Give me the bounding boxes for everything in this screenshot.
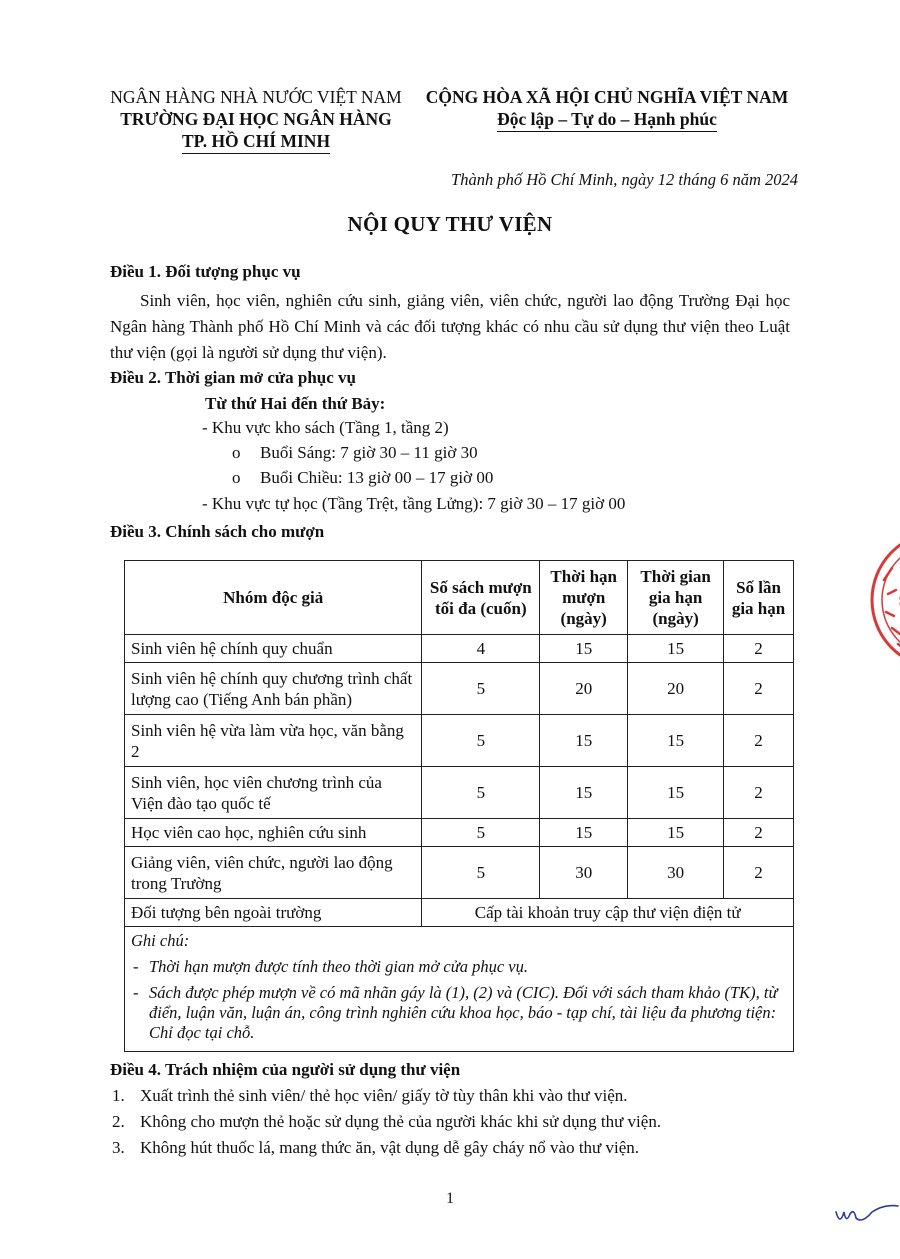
issuer-line-2: TRƯỜNG ĐẠI HỌC NGÂN HÀNG (120, 109, 392, 129)
renewal-count: 2 (724, 715, 794, 767)
article-1-heading: Điều 1. Đối tượng phục vụ (110, 262, 301, 281)
renewal-count: 2 (724, 819, 794, 847)
table-row (125, 767, 794, 819)
table-row (125, 715, 794, 767)
national-motto-block (412, 86, 802, 132)
document-date: Thành phố Hồ Chí Minh, ngày 12 tháng 6 năm 2024 (451, 170, 798, 189)
reader-group: Học viên cao học, nghiên cứu sinh (125, 819, 422, 847)
note-1 (133, 957, 783, 977)
column-header: Thời hạn mượn (ngày) (540, 561, 628, 635)
article-2-heading: Điều 2. Thời gian mở cửa phục vụ (110, 368, 356, 387)
note-2-text: Sách được phép mượn về có mã nhãn gáy là (1), (2) và (CIC). Đối với sách tham khảo (TK), từ điển, luận văn, luận án, công trình nghiên cứu khoa học, báo - tạp chí, tài liệu đa phương tiện: Chỉ đọc tại chỗ. (149, 983, 778, 1042)
max-books: 5 (422, 847, 540, 899)
loan-days: 30 (540, 847, 628, 899)
reader-group: Sinh viên, học viên chương trình của Viện đào tạo quốc tế (125, 767, 422, 819)
reader-group: Sinh viên hệ chính quy chuẩn (125, 635, 422, 663)
note-1-text: Thời hạn mượn được tính theo thời gian mở cửa phục vụ. (149, 957, 528, 976)
loan-days: 15 (540, 715, 628, 767)
max-books: 5 (422, 819, 540, 847)
column-header: Số lần gia hạn (724, 561, 794, 635)
table-row (125, 663, 794, 715)
max-books: 5 (422, 767, 540, 819)
circle-bullet-icon: o (232, 468, 241, 487)
dash-bullet-icon: - (133, 983, 139, 1002)
lending-policy-table (124, 560, 794, 927)
page-number: 1 (446, 1190, 454, 1207)
opening-days: Từ thứ Hai đến thứ Bảy: (205, 394, 386, 413)
renewal-days: 15 (628, 819, 724, 847)
table-row (125, 819, 794, 847)
article-1-text: Sinh viên, học viên, nghiên cứu sinh, giảng viên, viên chức, người lao động Trường Đại học Ngân hàng Thành phố Hồ Chí Minh và các đối tượng khác có nhu cầu sử dụng thư viện theo Luật thư viện (gọi là người sử dụng thư viện). (110, 291, 790, 362)
article-4-heading: Điều 4. Trách nhiệm của người sử dụng thư viện (110, 1060, 461, 1079)
column-header: Nhóm độc giả (125, 561, 422, 635)
notes-label: Ghi chú: (131, 931, 190, 950)
loan-days: 15 (540, 635, 628, 663)
renewal-count: 2 (724, 847, 794, 899)
max-books: 5 (422, 715, 540, 767)
signature-initial-icon (832, 1200, 900, 1230)
renewal-days: 15 (628, 635, 724, 663)
list-item: 3. Không hút thuốc lá, mang thức ăn, vật dụng dễ gây cháy nổ vào thư viện. (112, 1138, 640, 1157)
renewal-count: 2 (724, 663, 794, 715)
stacks-area: - Khu vực kho sách (Tầng 1, tầng 2) (202, 418, 449, 437)
list-item: 1. Xuất trình thẻ sinh viên/ thẻ học viên/ giấy tờ tùy thân khi vào thư viện. (112, 1086, 628, 1105)
loan-days: 20 (540, 663, 628, 715)
list-item-text: Không cho mượn thẻ hoặc sử dụng thẻ của người khác khi sử dụng thư viện. (140, 1112, 662, 1131)
loan-days: 15 (540, 767, 628, 819)
document-title: NỘI QUY THƯ VIỆN (347, 212, 553, 236)
table-row (125, 635, 794, 663)
renewal-count: 2 (724, 767, 794, 819)
external-access-note: Cấp tài khoản truy cập thư viện điện tử (422, 899, 794, 927)
selfstudy-area: - Khu vực tự học (Tầng Trệt, tầng Lửng): 7 giờ 30 – 17 giờ 00 (202, 494, 626, 513)
renewal-count: 2 (724, 635, 794, 663)
issuer-block (104, 86, 408, 154)
national-title: CỘNG HÒA XÃ HỘI CHỦ NGHĨA VIỆT NAM (425, 87, 789, 107)
notes-box (124, 927, 794, 1052)
column-header: Số sách mượn tối đa (cuốn) (422, 561, 540, 635)
afternoon-hours (232, 468, 493, 488)
national-motto: Độc lập – Tự do – Hạnh phúc (497, 108, 717, 132)
table-header-row (125, 561, 794, 635)
column-header: Thời gian gia hạn (ngày) (628, 561, 724, 635)
renewal-days: 15 (628, 767, 724, 819)
article-3-heading: Điều 3. Chính sách cho mượn (110, 522, 325, 541)
list-item-text: Không hút thuốc lá, mang thức ăn, vật dụng dễ gây cháy nổ vào thư viện. (140, 1138, 640, 1157)
renewal-days: 30 (628, 847, 724, 899)
afternoon-hours-text: Buổi Chiều: 13 giờ 00 – 17 giờ 00 (260, 468, 494, 487)
table-row (125, 899, 794, 927)
circle-bullet-icon: o (232, 443, 241, 462)
issuer-line-3: TP. HỒ CHÍ MINH (182, 130, 330, 154)
max-books: 5 (422, 663, 540, 715)
morning-hours-text: Buổi Sáng: 7 giờ 30 – 11 giờ 30 (260, 443, 478, 462)
renewal-days: 15 (628, 715, 724, 767)
issuer-line-1: NGÂN HÀNG NHÀ NƯỚC VIỆT NAM (110, 87, 402, 107)
reader-group: Sinh viên hệ vừa làm vừa học, văn bằng 2 (125, 715, 422, 767)
dash-bullet-icon: - (133, 957, 139, 976)
reader-group: Giảng viên, viên chức, người lao động trong Trường (125, 847, 422, 899)
official-stamp-icon (858, 520, 900, 680)
list-item: 2. Không cho mượn thẻ hoặc sử dụng thẻ của người khác khi sử dụng thư viện. (112, 1112, 662, 1131)
table-row (125, 847, 794, 899)
max-books: 4 (422, 635, 540, 663)
reader-group: Đối tượng bên ngoài trường (125, 899, 422, 927)
morning-hours (232, 443, 478, 463)
note-2 (133, 983, 783, 1043)
loan-days: 15 (540, 819, 628, 847)
reader-group: Sinh viên hệ chính quy chương trình chất lượng cao (Tiếng Anh bán phần) (125, 663, 422, 715)
list-item-text: Xuất trình thẻ sinh viên/ thẻ học viên/ giấy tờ tùy thân khi vào thư viện. (140, 1086, 628, 1105)
renewal-days: 20 (628, 663, 724, 715)
